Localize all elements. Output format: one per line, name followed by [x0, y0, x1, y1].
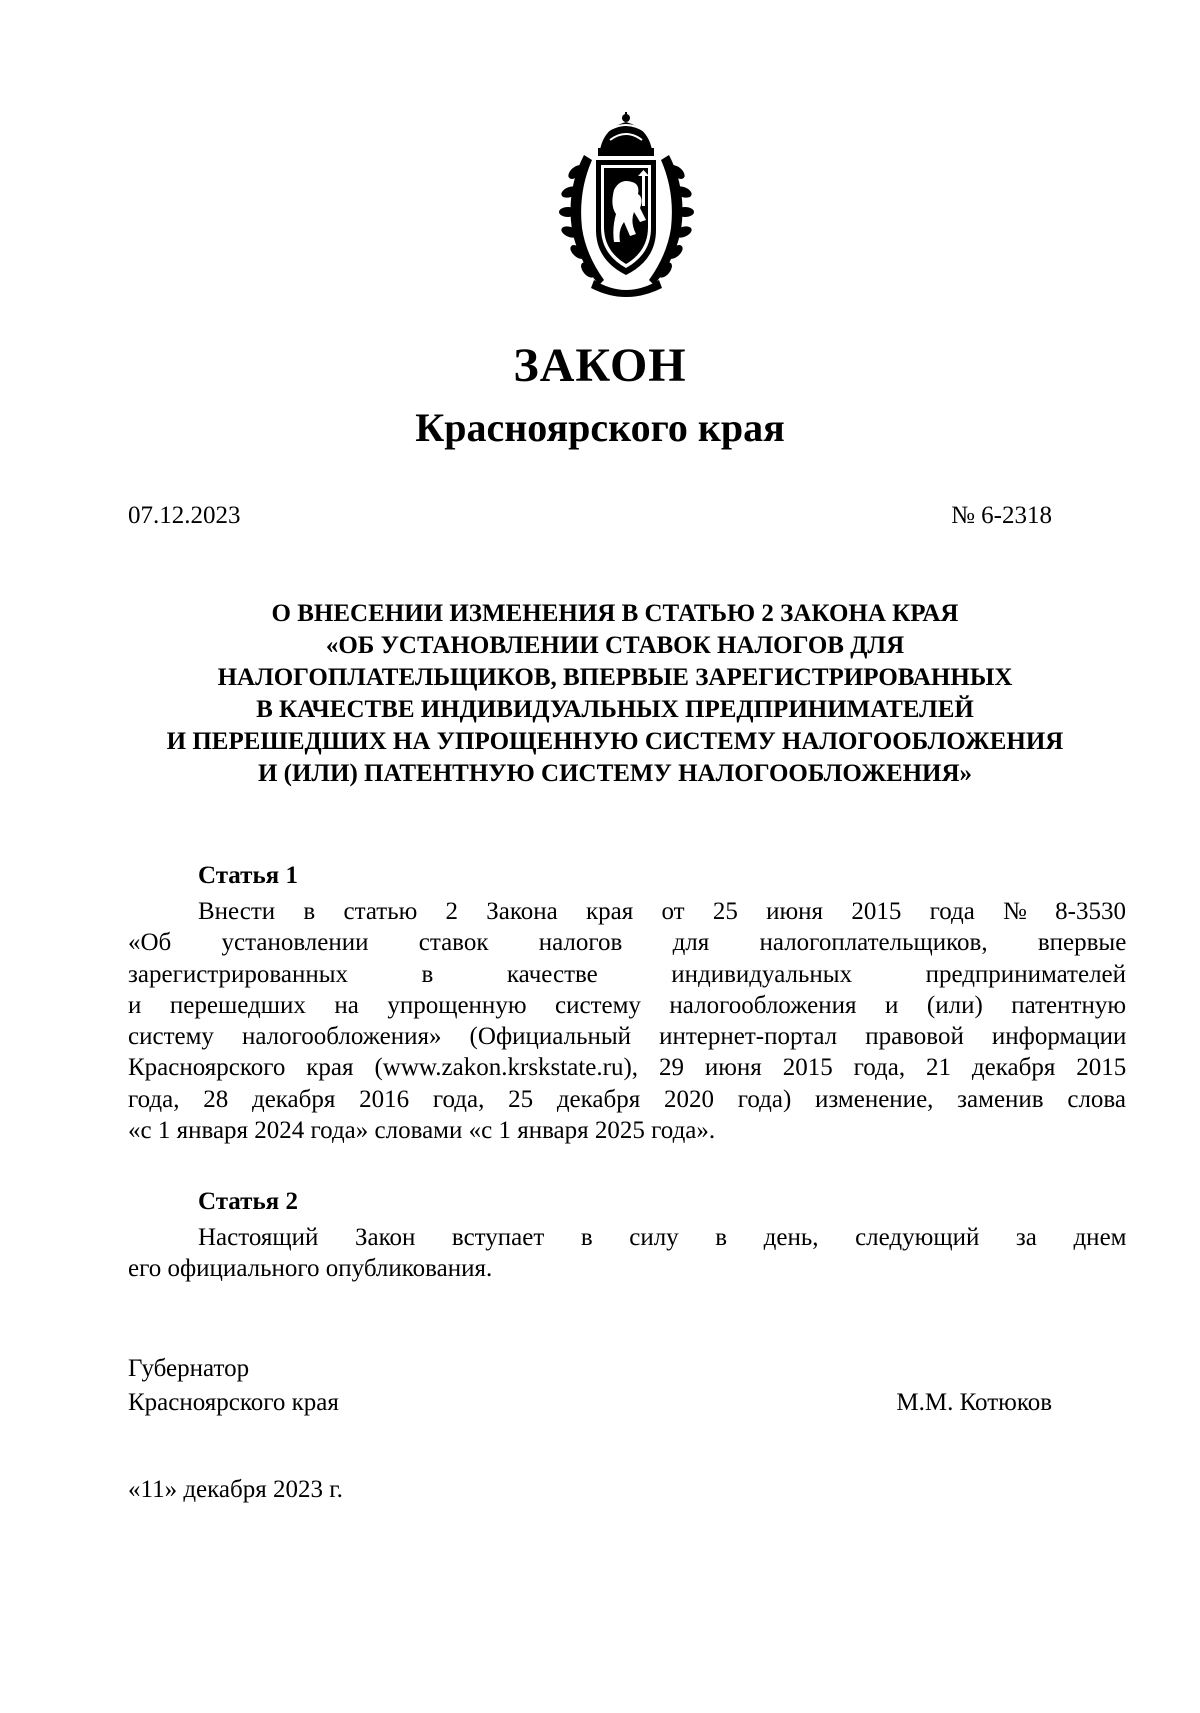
text-line: зарегистрированных в качестве индивидуальных предпринимателей	[128, 960, 1127, 988]
signatory-name: М.М. Котюков	[896, 1389, 1052, 1416]
article-2-title: Статья 2	[198, 1188, 298, 1215]
text-line: его официального опубликования.	[128, 1255, 493, 1283]
document-date: 07.12.2023	[128, 502, 241, 529]
article-1-title: Статья 1	[198, 862, 298, 889]
document-subtitle: Красноярского края	[415, 405, 785, 450]
text-line: «Об установлении ставок налогов для налогоплательщиков, впервые	[128, 929, 1127, 957]
crown-icon	[598, 112, 654, 156]
heading-line: И (ИЛИ) ПАТЕНТНУЮ СИСТЕМУ НАЛОГООБЛОЖЕНИЯ»	[257, 760, 973, 787]
signing-date: «11» декабря 2023 г.	[128, 1476, 343, 1503]
heading-line: О ВНЕСЕНИИ ИЗМЕНЕНИЯ В СТАТЬЮ 2 ЗАКОНА КРАЯ	[271, 600, 959, 627]
document-number: № 6-2318	[951, 502, 1052, 529]
heading-line: НАЛОГОПЛАТЕЛЬЩИКОВ, ВПЕРВЫЕ ЗАРЕГИСТРИРОВАННЫХ	[217, 664, 1013, 691]
heading-line: И ПЕРЕШЕДШИХ НА УПРОЩЕННУЮ СИСТЕМУ НАЛОГООБЛОЖЕНИЯ	[166, 728, 1064, 755]
heading-line: В КАЧЕСТВЕ ИНДИВИДУАЛЬНЫХ ПРЕДПРИНИМАТЕЛЕЙ	[256, 696, 974, 723]
ribbon-icon	[591, 280, 662, 297]
text-line: и перешедших на упрощенную систему налогообложения и (или) патентную	[128, 991, 1126, 1019]
position-line: Губернатор	[128, 1355, 250, 1382]
text-line: Внести в статью 2 Закона края от 25 июня 2015 года № 8-3530	[198, 898, 1126, 925]
text-line: года, 28 декабря 2016 года, 25 декабря 2020 года) изменение, заменив слова	[128, 1085, 1126, 1113]
law-heading	[120, 598, 1110, 790]
text-line: Настоящий Закон вступает в силу в день, следующий за днем	[198, 1224, 1127, 1251]
document-title: ЗАКОН	[513, 339, 687, 392]
article-1-text	[128, 896, 1126, 1146]
position-line: Красноярского края	[128, 1389, 339, 1416]
shield-icon	[596, 160, 656, 275]
coat-of-arms-emblem	[554, 110, 699, 305]
article-2-text	[128, 1222, 1126, 1285]
text-line: «с 1 января 2024 года» словами «с 1 января 2025 года».	[128, 1117, 716, 1145]
text-line: систему налогообложения» (Официальный интернет-портал правовой информации	[128, 1023, 1127, 1051]
heading-line: «ОБ УСТАНОВЛЕНИИ СТАВОК НАЛОГОВ ДЛЯ	[325, 632, 905, 659]
signatory-position	[128, 1352, 339, 1420]
text-line: Красноярского края (www.zakon.krskstate.ru), 29 июня 2015 года, 21 декабря 2015	[128, 1054, 1127, 1082]
